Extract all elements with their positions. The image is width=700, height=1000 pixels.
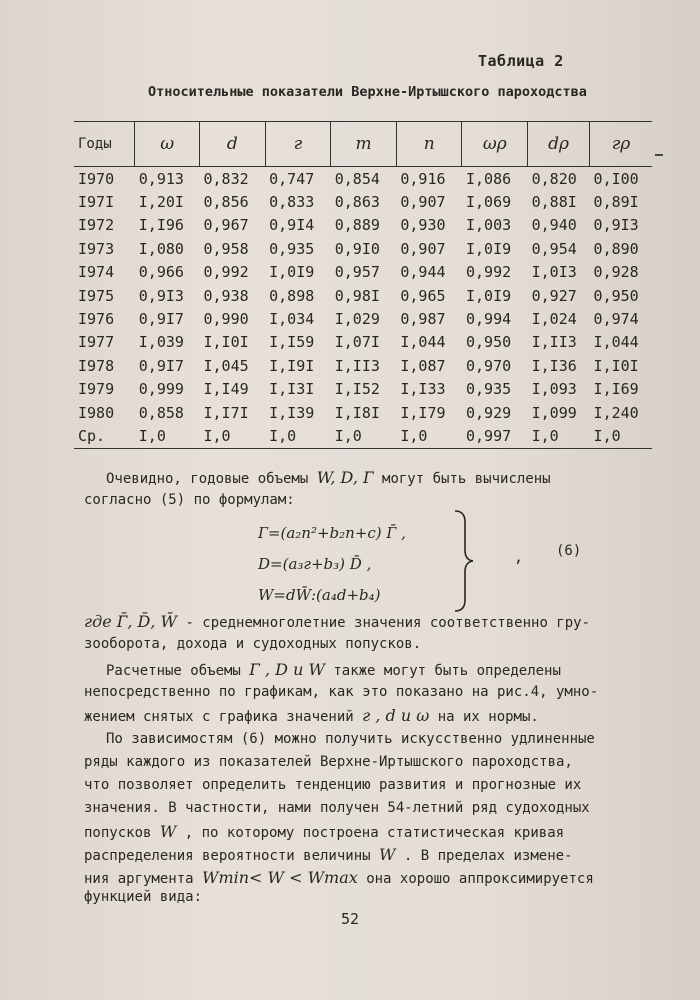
- header-d: d: [199, 122, 265, 167]
- table-cell-year: I972: [78, 216, 115, 235]
- table-title: Относительные показатели Верхне-Иртышского пароходства: [148, 84, 587, 100]
- para3-symbols-2: г , d и ω: [362, 706, 430, 725]
- table-row: [74, 424, 652, 448]
- table-cell-value: I,I49: [203, 380, 249, 399]
- table-cell-value: I,099: [531, 403, 577, 422]
- table-cell-value: 0,9I4: [269, 216, 315, 235]
- table-cell-value: I,I8I: [334, 403, 380, 422]
- table-cell-year: I978: [78, 356, 115, 375]
- table-cell-value: I,087: [400, 356, 446, 375]
- table-cell-value: 0,990: [203, 310, 249, 329]
- table-row: [74, 167, 652, 191]
- table-row: [74, 378, 652, 401]
- table-cell-value: I,I79: [400, 403, 446, 422]
- table-cell-value: I,0I9: [269, 263, 315, 282]
- para4-line8: функцией вида:: [84, 889, 203, 905]
- table-cell-value: 0,970: [465, 356, 512, 375]
- table-cell-value: 0,89I: [593, 193, 639, 212]
- para4-line4: значения. В частности, нами получен 54-летний ряд судоходных: [84, 800, 590, 816]
- para3-text-c: жением снятых с графика значений: [84, 709, 354, 725]
- table-cell-value: I,039: [138, 333, 184, 352]
- para4-symbol-range: Wmin< W < Wmax: [202, 868, 358, 887]
- table-cell-year: I970: [78, 169, 115, 188]
- table-cell-value: 0,863: [334, 193, 380, 212]
- header-omega-rho: ωρ: [462, 122, 528, 167]
- table-cell-value: I,086: [465, 169, 512, 188]
- table-cell-year: I973: [78, 239, 115, 258]
- para3-line3: [84, 704, 664, 730]
- table-cell-value: 0,930: [400, 216, 446, 235]
- table-cell-value: I,093: [531, 380, 577, 399]
- table-cell-value: I,0I9: [465, 239, 512, 258]
- table-row: [74, 284, 652, 307]
- table-cell-value: I,0I3: [531, 263, 577, 282]
- para1-line2: согласно (5) по формулам:: [84, 492, 295, 508]
- header-n: n: [396, 122, 462, 167]
- para3-text-a: Расчетные объемы: [106, 663, 241, 679]
- para4-text-d: . В пределах измене-: [403, 848, 573, 864]
- table-cell-value: I,029: [334, 310, 380, 329]
- table-cell-value: I,I7I: [203, 403, 249, 422]
- table-cell-value: 0,889: [334, 216, 380, 235]
- table-cell-value: 0,950: [593, 286, 639, 305]
- table-cell-value: 0,999: [138, 380, 184, 399]
- para2-line2: зооборота, дохода и судоходных попусков.: [84, 636, 422, 652]
- table-row: [74, 354, 652, 377]
- table-row: [74, 261, 652, 284]
- table-cell-value: 0,98I: [334, 286, 380, 305]
- table-cell-value: I,I39: [269, 403, 315, 422]
- para3-line1: [84, 658, 686, 684]
- table-cell-value: 0,992: [465, 263, 512, 282]
- table-cell-value: I,240: [593, 403, 639, 422]
- table-cell-value: 0,9I3: [593, 216, 639, 235]
- table-cell-value: 0,890: [593, 239, 639, 258]
- table-row: [74, 237, 652, 260]
- table-cell-value: 0,907: [400, 193, 446, 212]
- table-cell-value: I,069: [465, 193, 512, 212]
- para4-text-a: попусков: [84, 825, 152, 841]
- para4-line6: [84, 843, 664, 869]
- para4-line3: что позволяет определить тенденцию развития и прогнозные их: [84, 777, 582, 793]
- table-body: [74, 167, 652, 449]
- para4-line1: По зависимостям (6) можно получить искусственно удлиненные: [106, 731, 595, 747]
- table-cell-value: I,I69: [593, 380, 639, 399]
- data-table: [74, 121, 652, 449]
- table-cell-value: I,0: [265, 424, 331, 448]
- table-cell-value: I,024: [531, 310, 577, 329]
- formula-releases: W=dW̄:(a₄d+b₄): [258, 586, 381, 604]
- table-cell-value: 0,832: [203, 169, 249, 188]
- para1-line1: [84, 466, 686, 492]
- table-row: [74, 401, 652, 424]
- formula-comma: ,: [514, 548, 524, 566]
- table-cell-value: 0,9I7: [138, 310, 184, 329]
- para2-line1: [84, 610, 664, 636]
- para3-line2: непосредственно по графикам, как это показано на рис.4, умно-: [84, 684, 599, 700]
- table-cell-value: 0,992: [203, 263, 249, 282]
- table-cell-value: 0,965: [400, 286, 446, 305]
- header-d-rho: dρ: [528, 122, 590, 167]
- table-cell-value: I,045: [203, 356, 249, 375]
- table-cell-value: I,080: [138, 239, 184, 258]
- table-cell-value: 0,833: [269, 193, 315, 212]
- table-cell-value: I,I3I: [269, 380, 315, 399]
- table-cell-value: 0,I00: [593, 169, 639, 188]
- table-cell-value: 0,898: [269, 286, 315, 305]
- table-cell-value: I,I52: [334, 380, 380, 399]
- table-cell-year: I976: [78, 310, 115, 329]
- table-cell-value: I,I0I: [203, 333, 249, 352]
- table-cell-year: Ср.: [74, 424, 135, 448]
- para4-line2: ряды каждого из показателей Верхне-Иртышского пароходства,: [84, 754, 573, 770]
- table-cell-value: I,I0I: [593, 356, 639, 375]
- table-cell-value: 0,944: [400, 263, 446, 282]
- header-r-rho: гρ: [590, 122, 652, 167]
- table-row: [74, 190, 652, 213]
- para4-symbol-w: W: [159, 822, 177, 841]
- table-cell-value: 0,997: [462, 424, 528, 448]
- table-cell-value: 0,940: [531, 216, 577, 235]
- table-cell-value: I,0: [331, 424, 397, 448]
- para4-text-e: ния аргумента: [84, 871, 194, 887]
- table-cell-value: 0,928: [593, 263, 639, 282]
- table-cell-value: 0,913: [138, 169, 184, 188]
- formula-income: D=(a₃г+b₃) D̄ ,: [258, 555, 372, 573]
- table-cell-year: I975: [78, 286, 115, 305]
- table-cell-value: 0,854: [334, 169, 380, 188]
- para3-text-b: также могут быть определены: [333, 663, 561, 679]
- table-cell-value: 0,747: [269, 169, 315, 188]
- table-cell-year: I980: [78, 403, 115, 422]
- table-cell-value: 0,9I0: [334, 239, 380, 258]
- table-cell-value: I,I36: [531, 356, 577, 375]
- table-cell-value: I,0: [590, 424, 652, 448]
- table-row: [74, 214, 652, 237]
- table-cell-value: I,0: [199, 424, 265, 448]
- table-cell-value: 0,958: [203, 239, 249, 258]
- table-cell-value: 0,907: [400, 239, 446, 258]
- table-cell-value: I,I96: [138, 216, 184, 235]
- header-m: m: [331, 122, 397, 167]
- table-cell-year: I974: [78, 263, 115, 282]
- table-label: Таблица 2: [478, 52, 564, 70]
- header-omega: ω: [135, 122, 200, 167]
- table-cell-value: I,044: [400, 333, 446, 352]
- table-cell-value: 0,994: [465, 310, 512, 329]
- header-years: Годы: [74, 122, 135, 167]
- table-cell-value: 0,957: [334, 263, 380, 282]
- table-cell-value: I,0: [135, 424, 200, 448]
- table-cell-value: 0,88I: [531, 193, 577, 212]
- page-number: 52: [340, 910, 360, 928]
- table-cell-value: 0,820: [531, 169, 577, 188]
- table-cell-year: I979: [78, 380, 115, 399]
- table-cell-value: 0,935: [465, 380, 512, 399]
- table-cell-value: 0,938: [203, 286, 249, 305]
- table-cell-value: I,I9I: [269, 356, 315, 375]
- table-cell-value: I,I33: [400, 380, 446, 399]
- table-cell-value: 0,954: [531, 239, 577, 258]
- table-cell-value: I,07I: [334, 333, 380, 352]
- header-r: г: [265, 122, 331, 167]
- equation-number: (6): [556, 543, 582, 559]
- para2-text: - среднемноголетние значения соответственно гру-: [185, 615, 591, 631]
- table-cell-value: 0,9I3: [138, 286, 184, 305]
- para3-text-d: на их нормы.: [437, 709, 539, 725]
- table-cell-value: I,II3: [531, 333, 577, 352]
- para4-text-b: , по которому построена статистическая кривая: [184, 825, 565, 841]
- para1-symbols: W, D, Г: [316, 468, 374, 487]
- table-cell-value: 0,967: [203, 216, 249, 235]
- table-cell-value: 0,974: [593, 310, 639, 329]
- table-row: [74, 331, 652, 354]
- table-cell-value: 0,966: [138, 263, 184, 282]
- right-brace-icon: [452, 508, 476, 614]
- para4-symbol-w2: W: [379, 845, 396, 864]
- table-header-row: [74, 122, 652, 167]
- table-cell-value: 0,927: [531, 286, 577, 305]
- table-cell-value: 0,916: [400, 169, 446, 188]
- para4-text-f: она хорошо аппроксимируется: [366, 871, 594, 887]
- table-cell-value: 0,987: [400, 310, 446, 329]
- table-cell-value: I,003: [465, 216, 512, 235]
- table-cell-value: I,0: [396, 424, 462, 448]
- para4-line5: [84, 820, 664, 846]
- table-cell-value: I,II3: [334, 356, 380, 375]
- table-cell-value: I,0I9: [465, 286, 512, 305]
- para4-text-c: распределения вероятности величины: [84, 848, 371, 864]
- table-row: [74, 307, 652, 330]
- formula-block: [250, 518, 480, 611]
- margin-mark: [655, 154, 663, 156]
- table-cell-value: I,I59: [269, 333, 315, 352]
- table-cell-value: 0,929: [465, 403, 512, 422]
- table-cell-value: I,0: [528, 424, 590, 448]
- table-cell-year: I97I: [78, 193, 115, 212]
- table-cell-value: 0,858: [138, 403, 184, 422]
- para3-symbols: Г , D и W: [249, 660, 325, 679]
- formula-cargo: Г=(a₂n²+b₂n+c) Г̄ ,: [258, 524, 406, 542]
- para1-text-a: Очевидно, годовые объемы: [106, 471, 309, 487]
- table-cell-value: I,20I: [138, 193, 184, 212]
- para2-symbols: где Г̄, D̄, W̄: [84, 612, 177, 631]
- table-cell-value: 0,950: [465, 333, 512, 352]
- table-cell-value: 0,935: [269, 239, 315, 258]
- table-cell-value: 0,856: [203, 193, 249, 212]
- table-cell-value: 0,9I7: [138, 356, 184, 375]
- para1-text-b: могут быть вычислены: [382, 471, 551, 487]
- table-cell-year: I977: [78, 333, 115, 352]
- table-cell-value: I,044: [593, 333, 639, 352]
- table-cell-value: I,034: [269, 310, 315, 329]
